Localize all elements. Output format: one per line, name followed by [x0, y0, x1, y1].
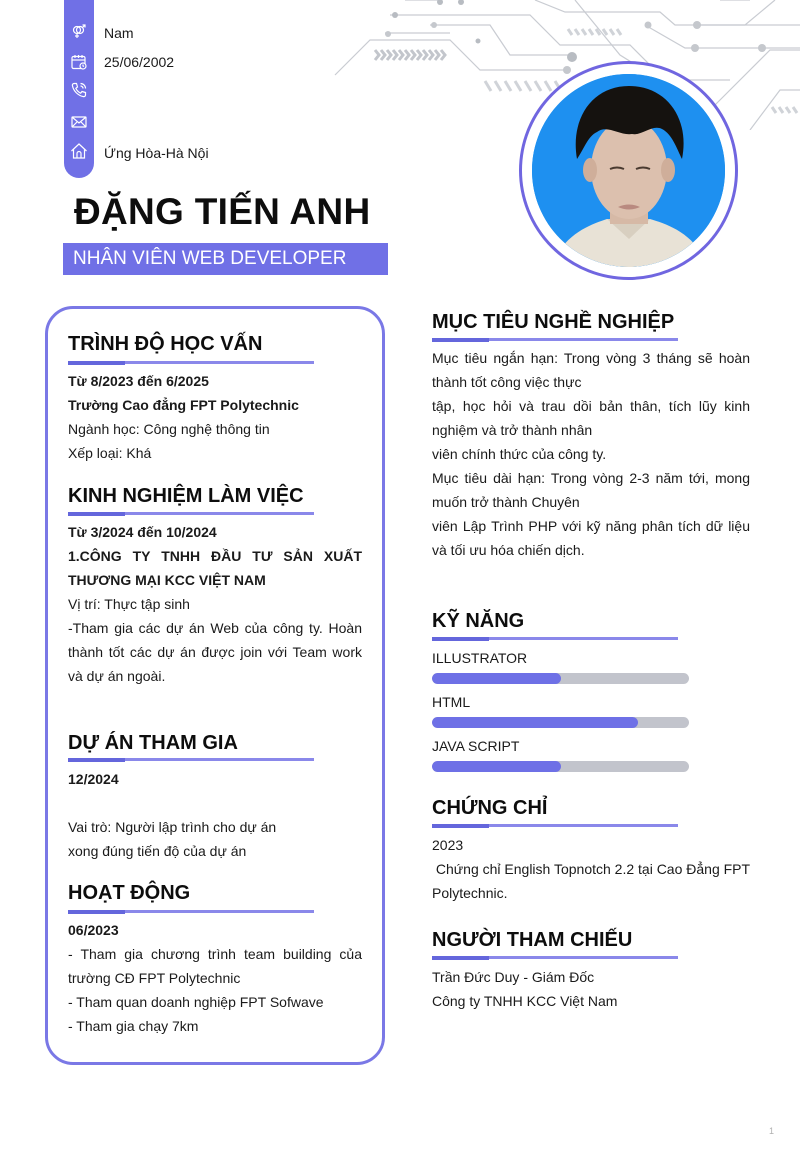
experience-divider	[68, 512, 314, 515]
certificates-heading: CHỨNG CHỈ	[432, 797, 548, 819]
activity-item: - Tham quan doanh nghiệp FPT Sofwave	[68, 994, 324, 1010]
birthdate-value: 25/06/2002	[104, 54, 175, 70]
experience-description: -Tham gia các dự án Web của công ty. Hoàn thành tốt các dự án được join với Team work và dự án ngoài.	[68, 620, 362, 684]
experience-company: 1.CÔNG TY TNHH ĐẦU TƯ SẢN XUẤT THƯƠNG MẠI KCC VIỆT NAM	[68, 548, 362, 588]
objective-line: viên chính thức của công ty.	[432, 446, 607, 462]
education-period: Từ 8/2023 đến 6/2025	[68, 373, 209, 389]
references-divider	[432, 956, 678, 959]
project-role-line2: xong đúng tiến độ của dự án	[68, 843, 247, 859]
education-heading: TRÌNH ĐỘ HỌC VẤN	[68, 333, 263, 355]
home-icon	[70, 142, 88, 160]
activity-item: - Tham gia chạy 7km	[68, 1018, 199, 1034]
avatar	[532, 74, 725, 267]
education-grade: Xếp loại: Khá	[68, 445, 152, 461]
skill-name: JAVA SCRIPT	[432, 738, 520, 754]
projects-divider	[68, 758, 314, 761]
phone-icon	[70, 81, 88, 99]
experience-heading: KINH NGHIỆM LÀM VIỆC	[68, 485, 304, 507]
objective-line: tập, học hỏi và trau dồi bản thân, tích lũy kinh nghiệm và trở thành nhân	[432, 398, 750, 438]
candidate-name: ĐẶNG TIẾN ANH	[74, 191, 371, 232]
reference-person: Trần Đức Duy - Giám Đốc	[432, 969, 595, 985]
references-heading: NGƯỜI THAM CHIẾU	[432, 929, 633, 951]
skill-bar-html	[432, 717, 689, 728]
activity-item: - Tham gia chương trình team building của trường CĐ FPT Polytechnic	[68, 946, 362, 986]
activities-divider	[68, 910, 314, 913]
skill-name: ILLUSTRATOR	[432, 650, 528, 666]
skill-fill	[432, 761, 561, 772]
experience-period: Từ 3/2024 đến 10/2024	[68, 524, 217, 540]
page-number: 1	[769, 1126, 775, 1136]
education-divider	[68, 361, 314, 364]
education-school: Trường Cao đẳng FPT Polytechnic	[68, 397, 299, 413]
objective-line: viên Lập Trình PHP với kỹ năng phân tích dữ liệu và tối ưu hóa chiến dịch.	[432, 518, 750, 558]
skill-fill	[432, 673, 561, 684]
objective-divider	[432, 338, 678, 341]
activities-heading: HOẠT ĐỘNG	[68, 882, 191, 904]
objective-line: Mục tiêu dài hạn: Trong vòng 2-3 năm tới, mong muốn trở thành Chuyên	[432, 470, 750, 510]
mail-icon	[70, 113, 88, 131]
skill-bar-javascript	[432, 761, 689, 772]
activities-date: 06/2023	[68, 922, 119, 938]
certificates-divider	[432, 824, 678, 827]
certificate-year: 2023	[432, 837, 464, 853]
projects-heading: DỰ ÁN THAM GIA	[68, 732, 238, 754]
objective-heading: MỤC TIÊU NGHỀ NGHIỆP	[432, 311, 675, 333]
portrait-photo	[532, 74, 725, 267]
project-date: 12/2024	[68, 771, 119, 787]
address-value: Ứng Hòa-Hà Nội	[104, 145, 209, 161]
reference-company: Công ty TNHH KCC Việt Nam	[432, 993, 618, 1009]
certificate-description: Chứng chỉ English Topnotch 2.2 tại Cao Đẳng FPT Polytechnic.	[432, 861, 754, 901]
skill-name: HTML	[432, 694, 471, 710]
gender-icon	[70, 22, 88, 40]
experience-position: Vị trí: Thực tập sinh	[68, 596, 190, 612]
gender-value: Nam	[104, 25, 134, 41]
skills-heading: KỸ NĂNG	[432, 610, 525, 632]
objective-line: Mục tiêu ngắn hạn: Trong vòng 3 tháng sẽ hoàn thành tốt công việc thực	[432, 350, 750, 390]
calendar-icon	[70, 53, 88, 71]
job-title-banner: NHÂN VIÊN WEB DEVELOPER	[63, 243, 388, 275]
skill-bar-illustrator	[432, 673, 689, 684]
skills-divider	[432, 637, 678, 640]
contact-sidebar	[64, 0, 94, 178]
project-role-line1: Vai trò: Người lập trình cho dự án	[68, 819, 277, 835]
skill-fill	[432, 717, 638, 728]
education-major: Ngành học: Công nghệ thông tin	[68, 421, 270, 437]
